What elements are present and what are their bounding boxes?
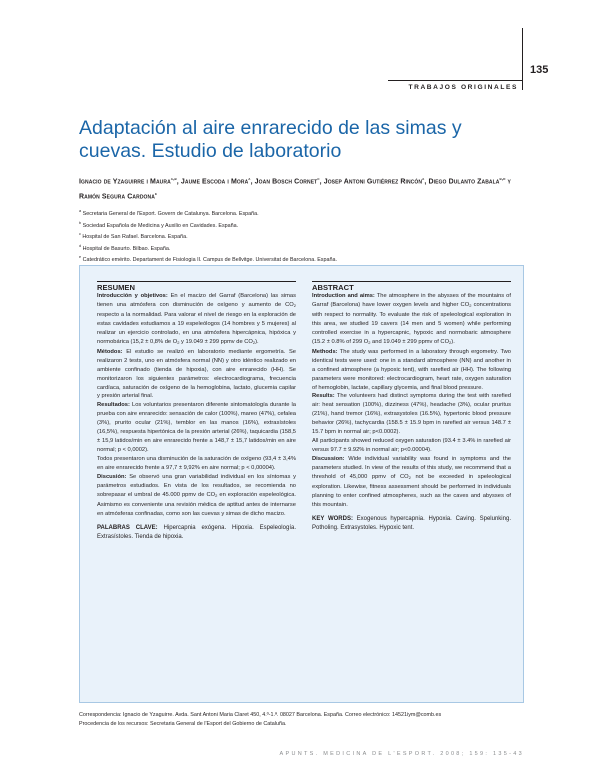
author-name: , Jaume Escoda i Mora <box>176 178 249 186</box>
abstract-results: Results: The volunteers had distinct symptoms during the test with rarefied air: heat sensation (100%), dizziness (47%), headache (3%), ocular pruritus (21%), hand tremor (16%), extrasystoles (16.5%), hypertonic blood pressure behavior (26%), tachycardia (158.5 ± 15.9 bpm in rarefied air versus 148.7 ± 15.7 bpm in normal air; p<0.0002). <box>312 393 511 436</box>
resumen-resultados-2: Todos presentaron una disminución de la saturación de oxígeno (93,4 ± 3,4% en aire enrarecido frente a 97,7 ± 9,92% en aire normal; p < 0,00004). <box>97 456 296 472</box>
author-name: Ignacio de Yzaguirre i Maura <box>79 178 171 186</box>
resumen-discusion: Discusión: Se observó una gran variabilidad individual en los síntomas y parámetros estudiados. En vista de los resultados, se recomienda no sobrepasar el umbral de 45.000 ppmv de $CO_2$ en exploración espeleológica. Asimismo es conveniente una revisión médica de aptitud antes de internarse en atmósferas confinadas, como son las cuevas y simas de dicho macizo. <box>97 474 297 517</box>
author-list <box>79 174 524 204</box>
article-title: Adaptación al aire enrarecido de las simas y cuevas. Estudio de laboratorio <box>79 117 462 162</box>
header-vertical-rule <box>522 28 523 90</box>
author-name: , Diego Dulanto Zabala <box>424 178 500 186</box>
resumen-column <box>97 281 296 542</box>
page-number: 135 <box>530 64 549 76</box>
author-name: y Ramón Segura Cardona <box>79 178 511 201</box>
correspondence <box>79 711 524 728</box>
author-name: , Joan Bosch Cornet <box>250 178 318 186</box>
resumen-metodos: Métodos: El estudio se realizó en laboratorio mediante ergometría. Se realizaron 2 tests, uno en atmósfera normal (NN) y otro idéntico realizado en ambiente confinado (tienda de hipoxia), con aire enrarecido (HH). Se monitorizaron los siguientes parámetros: electrocardiograma, frecuencia cardíaca, saturación de oxígeno de la hemoglobina, lactato, glucemia capilar y presión arterial final. <box>97 348 296 400</box>
resumen-resultados: Resultados: Los voluntarios presentaron diferente sintomatología durante la prueba con aire enrarecido: sensación de calor (100%), mareo (47%), cefalea (3%), prurito ocular (21%), temblor en las manos (16%), extrasístoles (16,5%), respuesta hipertónica de la presión arterial (26%), taquicardia (158,5 ± 15,9 latidos/min en aire enrarecido frente a 148,7 ± 15,7 latidos/min en aire normal; p < 0,0002). <box>97 402 296 454</box>
affiliation-item: $^a$ Secretaria General de l'Esport. Govern de Catalunya. Barcelona. España. <box>79 209 259 217</box>
affiliations <box>79 207 524 265</box>
author-affil-sup: e <box>154 191 158 197</box>
journal-footer: APUNTS. MEDICINA DE L'ESPORT. 2008; 159: 135-43 <box>279 751 524 757</box>
author-affil-sup: a,b <box>170 177 177 182</box>
abstract-methods: Methods: The study was performed in a laboratory through ergometry. Two identical tests were used: one in a standard atmosphere (NN) and another in a confined atmosphere (a hypoxic tent), with rarefied air (HH). The following parameters were monitored: electrocardiogram, heart rate, oxygen saturation of hemoglobin, lactate, capillary glycemia, and final blood pressure. <box>312 348 511 391</box>
abstract-column <box>312 281 511 533</box>
resumen-intro: Introducción y objetivos: En el macizo del Garraf (Barcelona) las simas tienen una atmósfera con disminución de oxígeno y aumento de $CO_2$ respecto a la normalidad. Para valorar el nivel de riesgo en la exploración de estas cavidades estudiamos a 19 espeleólogos (14 hombres y 5 mujeres) al realizar un ejercicio controlado, en una atmósfera hipercápnica, hipóxica y normobárica (15,2 ± 0,8% de $O_2$ y 19.049 ± 299 ppmv de $CO_2$). <box>97 293 296 345</box>
affiliation-item: $^c$ Hospital de San Rafael. Barcelona. España. <box>79 232 188 240</box>
abstract-keywords: KEY WORDS: Exogenous hypercapnia. Hypoxia. Caving. Spelunking. Potholing. Extrasystoles. Hypoxic tent. <box>312 515 511 531</box>
affiliation-item: $^e$ Catedrático emérito. Departament de Fisiologia II. Campus de Bellvitge. Universitat de Barcelona. España. <box>79 255 337 264</box>
resumen-heading: RESUMEN <box>97 281 296 292</box>
author-affil-sup: a <box>422 177 425 182</box>
abstract-intro: Introduction and aims: The atmosphere in the abysses of the mountains of Garraf (Barcelona) have lower oxygen levels and higher $CO_2$ concentrations with respect to normality. To evaluate the risk of speleological exploration in this area, we studied 19 cavers (14 men and 5 women) while performing controlled exercise in a hypercapnic, hypoxic and normobaric atmosphere (15.2 ± 0.8% of 299 $O_2$ and 19.049 ± 299 ppmv of $CO_2$). <box>312 293 512 345</box>
affiliation-item: $^b$ Sociedad Española de Medicina y Auxilio en Cavidades. España. <box>79 220 239 229</box>
author-name: , Josep Antoni Gutiérrez Rincón <box>319 178 423 186</box>
resumen-keywords: PALABRAS CLAVE: Hipercapnia exógena. Hipoxia. Espeleología. Extrasístoles. Tienda de hipoxia. <box>97 524 296 540</box>
author-affil-sup: a <box>248 177 251 182</box>
section-label: TRABAJOS ORIGINALES <box>408 84 518 91</box>
author-affil-sup: c <box>317 177 320 182</box>
author-affil-sup: b,d <box>499 177 506 182</box>
abstract-discussion: Discussion: Wide individual variability was found in symptoms and the parameters studied. In view of the results of this study, we recommend that a threshold of 45,000 ppmv of $CO_2$ not be exceeded in speleological exploration. Likewise, fitness assessment should be performed in individuals planning to enter confined atmospheres, such as the caves and abysses of this mountain. <box>312 456 511 508</box>
correspondence-line: Correspondencia: Ignacio de Yzaguirre. Avda. Sant Antoni Maria Claret 450, 4.º-1.ª. 08027 Barcelona. España. Correo electrónico: 14521iym@comb.es <box>79 712 442 718</box>
abstract-heading: ABSTRACT <box>312 281 511 292</box>
section-rule <box>388 80 522 81</box>
abstract-results-2: All participants showed reduced oxygen saturation (93.4 ± 3.4% in rarefied air versus 97.7 ± 9.92% in normal air; p<0.00004). <box>312 438 511 454</box>
funding-line: Procedencia de los recursos: Secretaria General de l'Esport del Gobierno de Cataluña. <box>79 720 287 727</box>
affiliation-item: $^d$ Hospital de Basurto. Bilbao. España. <box>79 243 171 252</box>
